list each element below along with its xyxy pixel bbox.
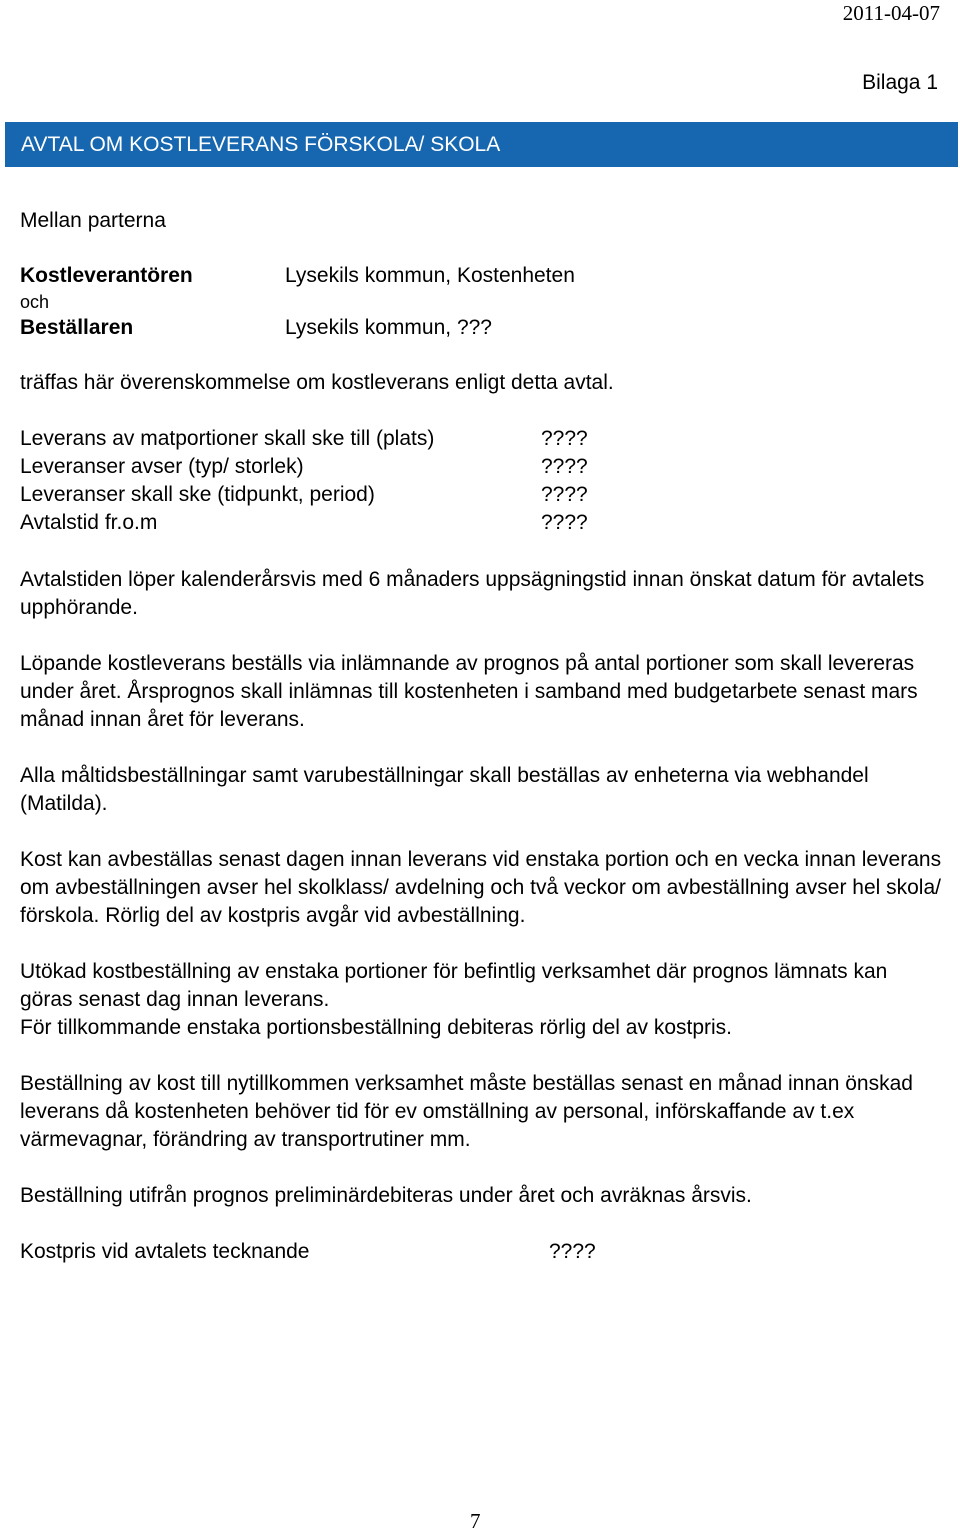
appendix-label: Bilaga 1 (862, 71, 938, 94)
agreement-line: träffas här överenskommelse om kostleverans enligt detta avtal. (20, 371, 614, 394)
paragraph-extra-order: Utökad kostbeställning av enstaka portioner för befintlig verksamhet där prognos lämnats kan göras senast dag innan leverans. (20, 960, 888, 1011)
paragraph-forecast: Löpande kostleverans beställs via inlämnande av prognos på antal portioner som skall levereras under året. Årsprognos skall inlämnas till kostenheten i samband med budgetarbete senast mars månad innan året för leverans. (20, 652, 918, 731)
paragraph-cancellation: Kost kan avbeställas senast dagen innan leverans vid enstaka portion och en vecka innan leverans om avbeställningen avser hel skolklass/ avdelning och två veckor om avbeställning avser hel skola/ förskola. Rörlig del av kostpris avgår vid avbeställning. (20, 848, 942, 927)
field-value: ???? (541, 427, 588, 450)
paragraph-webshop: Alla måltidsbeställningar samt varubeställningar skall beställas av enheterna via webhandel (Matilda). (20, 764, 869, 815)
price-label: Kostpris vid avtalets tecknande (20, 1240, 310, 1263)
field-value: ???? (541, 483, 588, 506)
field-label: Leverans av matportioner skall ske till (plats) (20, 427, 435, 450)
field-value: ???? (541, 511, 588, 534)
supplier-label: Kostleverantören (20, 264, 193, 287)
field-label: Leveranser skall ske (tidpunkt, period) (20, 483, 375, 506)
conjunction-text: och (20, 292, 50, 312)
paragraph-contract-period: Avtalstiden löper kalenderårsvis med 6 månaders uppsägningstid innan önskat datum för avtalets upphörande. (20, 568, 925, 619)
page-number: 7 (470, 1509, 481, 1533)
orderer-value: Lysekils kommun, ??? (285, 316, 492, 339)
field-value: ???? (541, 455, 588, 478)
field-label: Avtalstid fr.o.m (20, 511, 158, 534)
supplier-value: Lysekils kommun, Kostenheten (285, 264, 575, 287)
price-value: ???? (549, 1240, 596, 1263)
paragraph-billing: Beställning utifrån prognos preliminärdebiteras under året och avräknas årsvis. (20, 1184, 752, 1207)
parties-intro: Mellan parterna (20, 209, 166, 232)
paragraph-extra-charge: För tillkommande enstaka portionsbeställning debiteras rörlig del av kostpris. (20, 1016, 733, 1039)
document-title: AVTAL OM KOSTLEVERANS FÖRSKOLA/ SKOLA (21, 133, 501, 156)
paragraph-new-operation: Beställning av kost till nytillkommen verksamhet måste beställas senast en månad innan önskad leverans då kostenheten behöver tid för ev omställning av personal, införskaffande av t.ex värmevagnar, förändring av transportrutiner mm. (20, 1072, 913, 1151)
orderer-label: Beställaren (20, 316, 134, 339)
field-label: Leveranser avser (typ/ storlek) (20, 455, 304, 478)
document-date: 2011-04-07 (842, 1, 940, 25)
title-banner (5, 122, 958, 167)
